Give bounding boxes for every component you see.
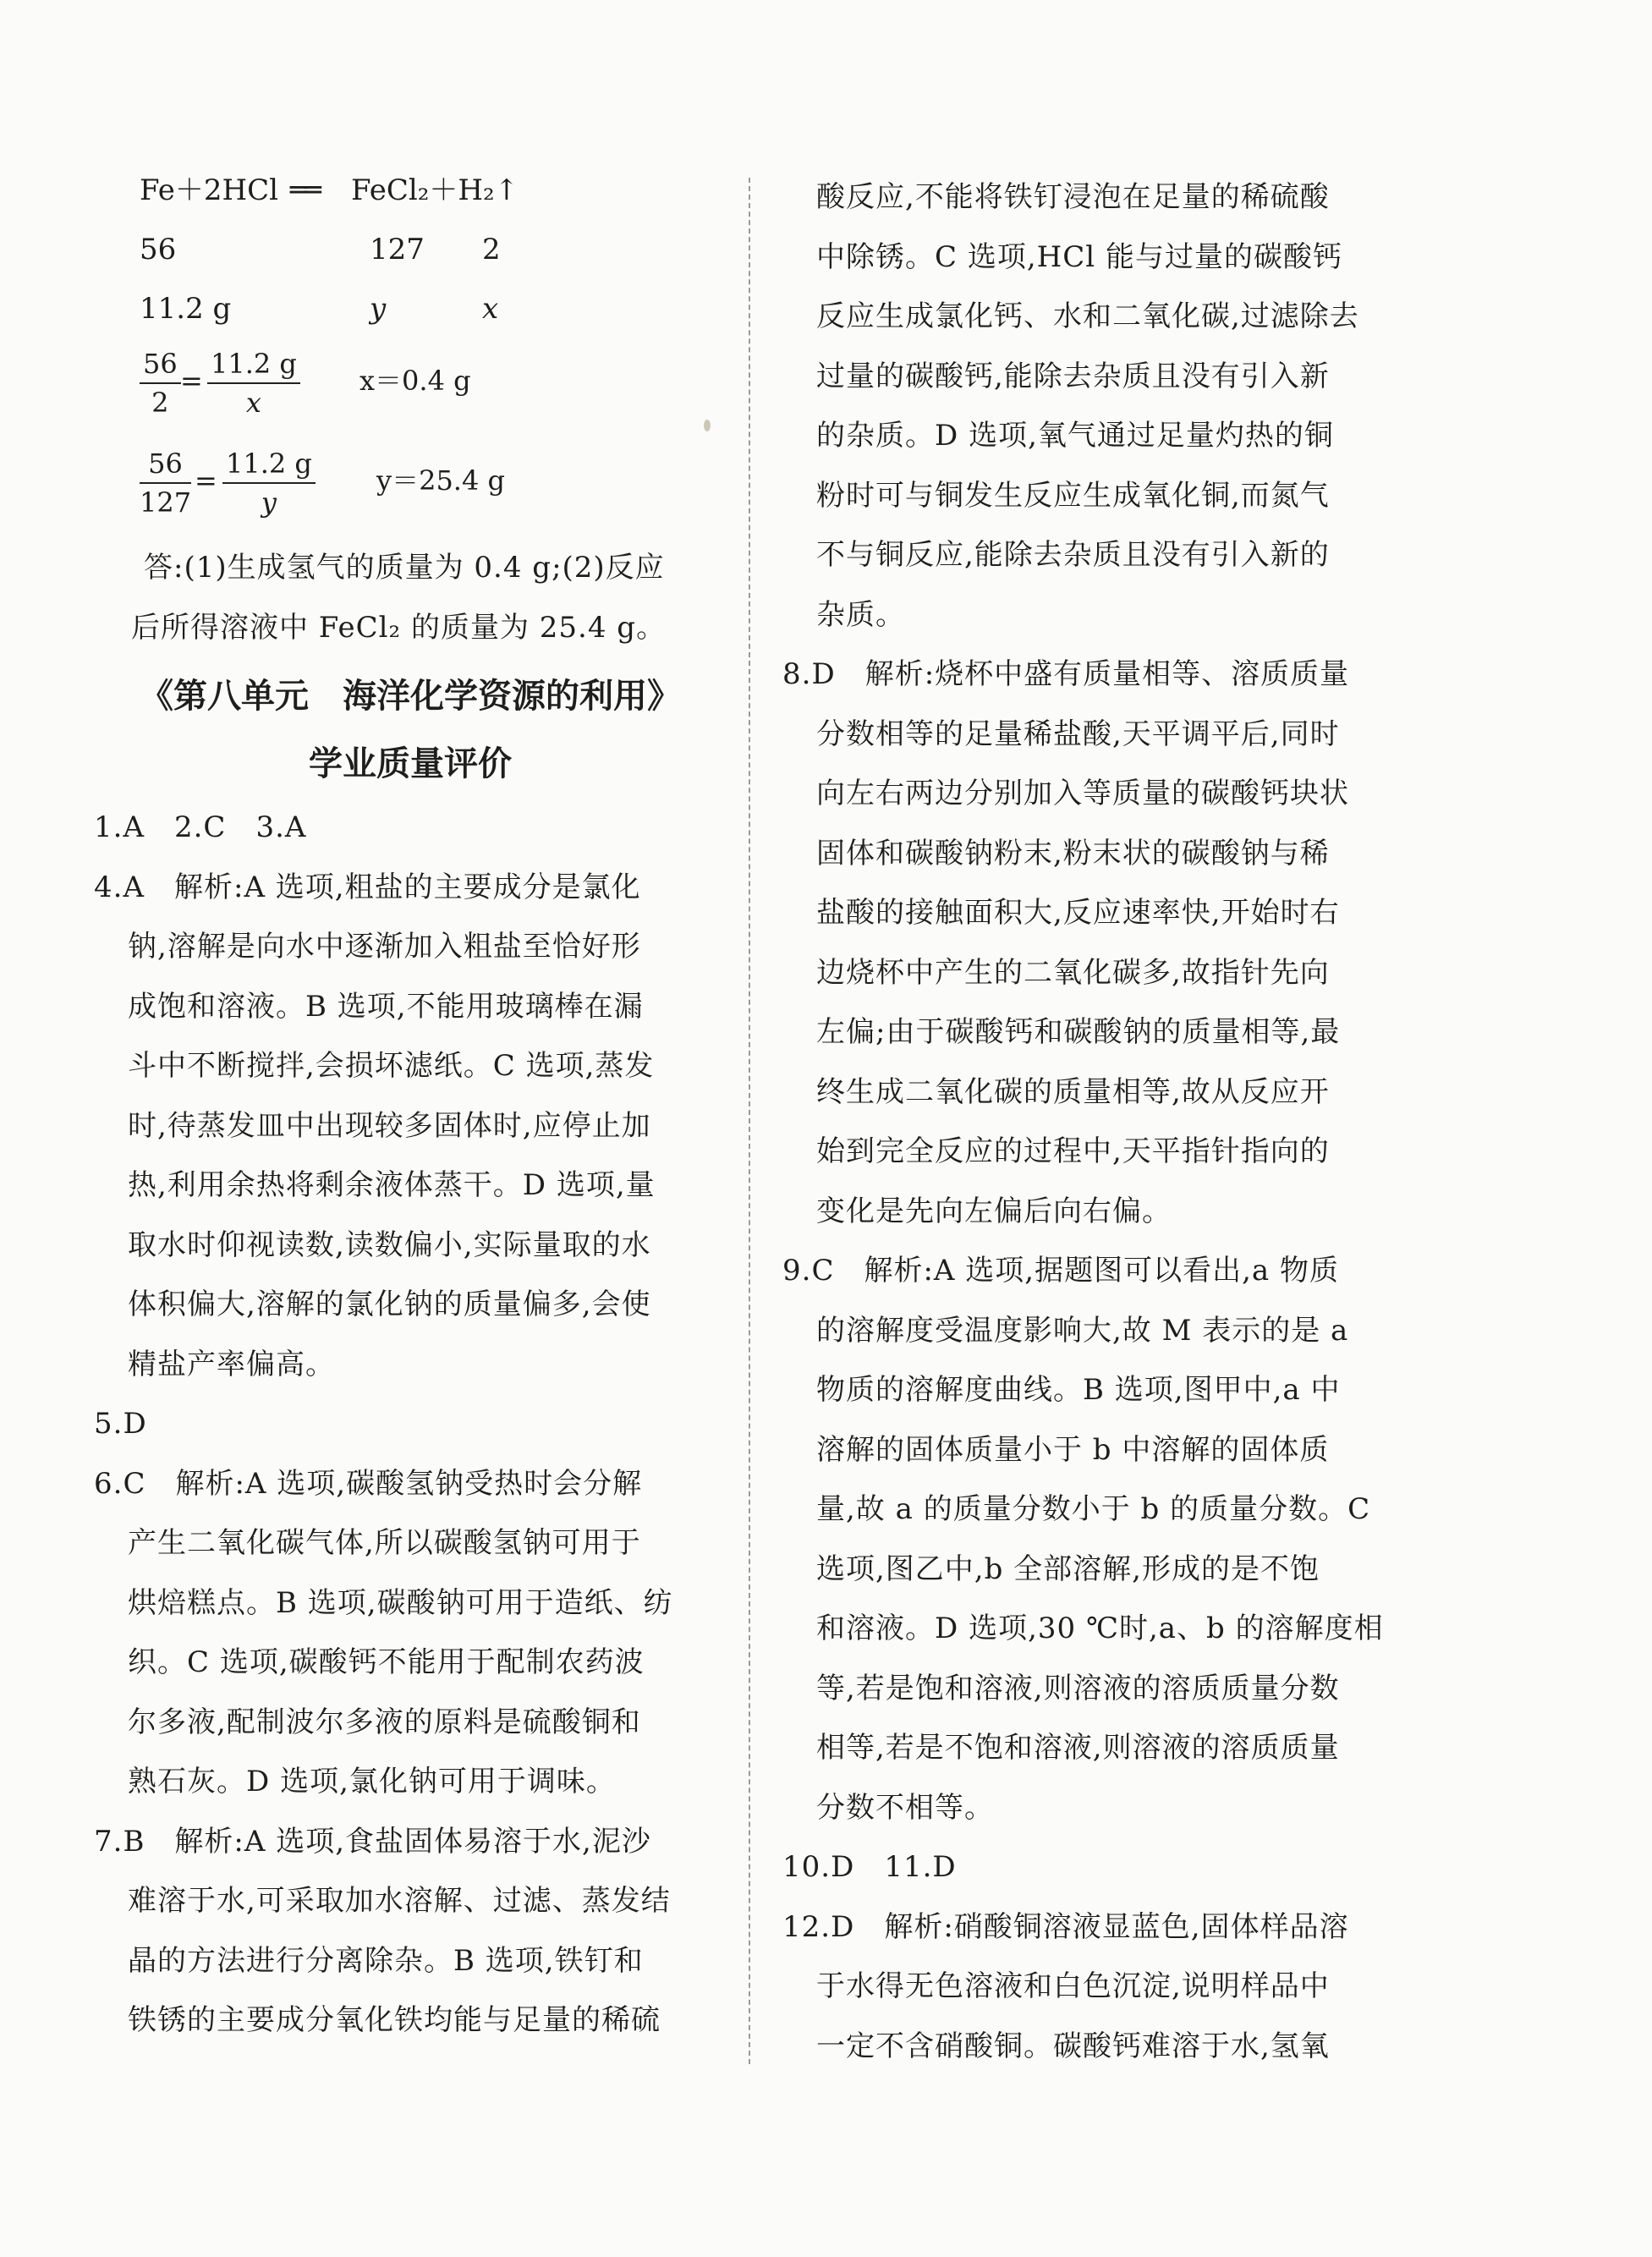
- ratio2-left-num: 56: [140, 445, 191, 484]
- answer-line: 难溶于水,可采取加水溶解、过滤、蒸发结: [128, 1884, 671, 1918]
- given-fe: 11.2 g: [140, 292, 232, 326]
- answer-line: 边烧杯中产生的二氧化碳多,故指针先向: [816, 955, 1330, 990]
- ratio1-right-num: 11.2 g: [207, 345, 300, 384]
- answer-line: 6.C 解析:A 选项,碳酸氢钠受热时会分解: [94, 1466, 643, 1501]
- answer-line: 分数相等的足量稀盐酸,天平调平后,同时: [816, 717, 1340, 751]
- molar-mass-row: [97, 220, 723, 279]
- answer-line: 杂质。: [816, 597, 905, 632]
- answer-line: 烘焙糕点。B 选项,碳酸钠可用于造纸、纺: [128, 1585, 673, 1620]
- answer-line: 9.C 解析:A 选项,据题图可以看出,a 物质: [782, 1254, 1339, 1288]
- answer-line: 变化是先向左偏后向右偏。: [816, 1194, 1172, 1228]
- given-row: [97, 279, 723, 338]
- answer-line: 斗中不断搅拌,会损坏滤纸。C 选项,蒸发: [128, 1049, 655, 1083]
- section-title: 《第八单元 海洋化学资源的利用》: [140, 677, 681, 716]
- ratio1-left-fraction: [140, 345, 181, 421]
- answer-line: 一定不含硝酸铜。碳酸钙难溶于水,氢氧: [816, 2029, 1330, 2063]
- ratio1-result: x＝0.4 g: [359, 365, 471, 397]
- answer-line: 7.B 解析:A 选项,食盐固体易溶于水,泥沙: [94, 1824, 651, 1859]
- answer-line: 选项,图乙中,b 全部溶解,形成的是不饱: [816, 1551, 1320, 1586]
- answer-line: 物质的溶解度曲线。B 选项,图甲中,a 中: [816, 1373, 1341, 1407]
- answer-line: 向左右两边分别加入等质量的碳酸钙块状: [816, 777, 1349, 810]
- answer-line: 5.D: [94, 1407, 147, 1441]
- answer-line: 终生成二氧化碳的质量相等,故从反应开: [816, 1074, 1330, 1109]
- answer-line: 的溶解度受温度影响大,故 M 表示的是 a: [816, 1313, 1349, 1348]
- answer-line: 1.A 2.C 3.A: [94, 810, 307, 844]
- answer-line: 过量的碳酸钙,能除去杂质且没有引入新: [816, 359, 1330, 393]
- answer-line: 成饱和溶液。B 选项,不能用玻璃棒在漏: [128, 989, 644, 1024]
- ratio2-eq: =: [195, 464, 217, 497]
- answer-line: 量,故 a 的质量分数小于 b 的质量分数。C: [816, 1492, 1371, 1526]
- unknown-y: y: [370, 292, 387, 326]
- ratio2-left-fraction: [140, 445, 191, 521]
- reaction-lhs: Fe＋2HCl: [140, 173, 279, 207]
- answer-line: 等,若是饱和溶液,则溶液的溶质质量分数: [816, 1671, 1340, 1705]
- ratio2-result: y＝25.4 g: [376, 464, 505, 497]
- mass-fecl2: 127: [370, 233, 425, 266]
- answer-line: 分数不相等。: [816, 1790, 994, 1825]
- answer-line: 溶解的固体质量小于 b 中溶解的固体质: [816, 1432, 1330, 1467]
- answer-line: 钠,溶解是向水中逐渐加入粗盐至恰好形: [128, 930, 641, 964]
- reaction-equals: ══: [290, 173, 318, 207]
- answer-line: 产生二氧化碳气体,所以碳酸氢钠可用于: [128, 1526, 641, 1560]
- answer-line: 反应生成氯化钙、水和二氧化碳,过滤除去: [816, 299, 1359, 333]
- answer-line: 固体和碳酸钠粉末,粉末状的碳酸钠与稀: [816, 836, 1330, 870]
- ratio-x: [97, 338, 723, 438]
- ratio1-left-den: 2: [151, 387, 169, 419]
- reaction-equation: [97, 161, 723, 220]
- answer-line: 始到完全反应的过程中,天平指针指向的: [816, 1134, 1330, 1168]
- answer-line: 和溶液。D 选项,30 ℃时,a、b 的溶解度相: [816, 1612, 1384, 1645]
- answer-line: 后所得溶液中 FeCl₂ 的质量为 25.4 g。: [131, 610, 667, 645]
- answer-line: 相等,若是不饱和溶液,则溶液的溶质质量: [816, 1731, 1340, 1765]
- left-column: [94, 161, 723, 2051]
- answer-line: 8.D 解析:烧杯中盛有质量相等、溶质质量: [782, 657, 1350, 691]
- ratio2-right-den: y: [261, 486, 277, 519]
- right-column: [782, 167, 1408, 2076]
- reaction-rhs: FeCl₂＋H₂↑: [351, 173, 519, 207]
- answer-line: 中除锈。C 选项,HCl 能与过量的碳酸钙: [816, 239, 1342, 274]
- answer-line: 的杂质。D 选项,氧气通过足量灼热的铜: [816, 419, 1334, 453]
- ratio1-left-num: 56: [140, 345, 181, 384]
- answer-line: 铁锈的主要成分氧化铁均能与足量的稀硫: [128, 2003, 661, 2037]
- answer-line: 粉时可与铜发生反应生成氧化铜,而氮气: [816, 478, 1330, 513]
- answer-line: 4.A 解析:A 选项,粗盐的主要成分是氯化: [94, 870, 641, 904]
- answer-line: 于水得无色溶液和白色沉淀,说明样品中: [816, 1969, 1330, 2003]
- ratio1-right-fraction: [207, 345, 300, 421]
- mass-h2: 2: [482, 233, 501, 266]
- ratio2-right-num: 11.2 g: [222, 445, 316, 484]
- answer-list-left: [94, 798, 723, 2051]
- answer-line: 织。C 选项,碳酸钙不能用于配制农药波: [128, 1645, 645, 1679]
- answer-line: 酸反应,不能将铁钉浸泡在足量的稀硫酸: [816, 180, 1330, 214]
- answer-line: 左偏;由于碳酸钙和碳酸钠的质量相等,最: [816, 1015, 1341, 1049]
- answer-line: 体积偏大,溶解的氯化钠的质量偏多,会使: [128, 1288, 651, 1321]
- answer-line: 答:(1)生成氢气的质量为 0.4 g;(2)反应: [144, 551, 665, 585]
- answer-line: 精盐产率偏高。: [128, 1347, 335, 1381]
- answer-line: 12.D 解析:硝酸铜溶液显蓝色,固体样品溶: [782, 1909, 1349, 1944]
- ratio2-right-fraction: [222, 445, 316, 521]
- ratio1-right-den: x: [245, 387, 261, 419]
- ratio1-eq: =: [180, 365, 203, 397]
- answer-line: 盐酸的接触面积大,反应速率快,开始时右: [816, 896, 1340, 930]
- ratio-y: [97, 438, 723, 538]
- ratio2-left-den: 127: [140, 486, 192, 519]
- answer-line: 尔多液,配制波尔多液的原料是硫酸铜和: [128, 1705, 641, 1739]
- answer-line: 晶的方法进行分离除杂。B 选项,铁钉和: [128, 1943, 644, 1978]
- mass-fe: 56: [140, 233, 177, 266]
- answer-line: 取水时仰视读数,读数偏小,实际量取的水: [128, 1227, 651, 1262]
- column-divider: [749, 178, 750, 2064]
- answer-line: 不与铜反应,能除去杂质且没有引入新的: [816, 538, 1330, 572]
- answer-line: 热,利用余热将剩余液体蒸干。D 选项,量: [128, 1168, 656, 1202]
- section-subtitle: 学业质量评价: [309, 744, 512, 783]
- unknown-x: x: [482, 292, 499, 326]
- answer-line: 10.D 11.D: [782, 1850, 957, 1884]
- answer-line: 时,待蒸发皿中出现较多固体时,应停止加: [128, 1108, 651, 1143]
- answer-line: 熟石灰。D 选项,氯化钠可用于调味。: [128, 1765, 616, 1798]
